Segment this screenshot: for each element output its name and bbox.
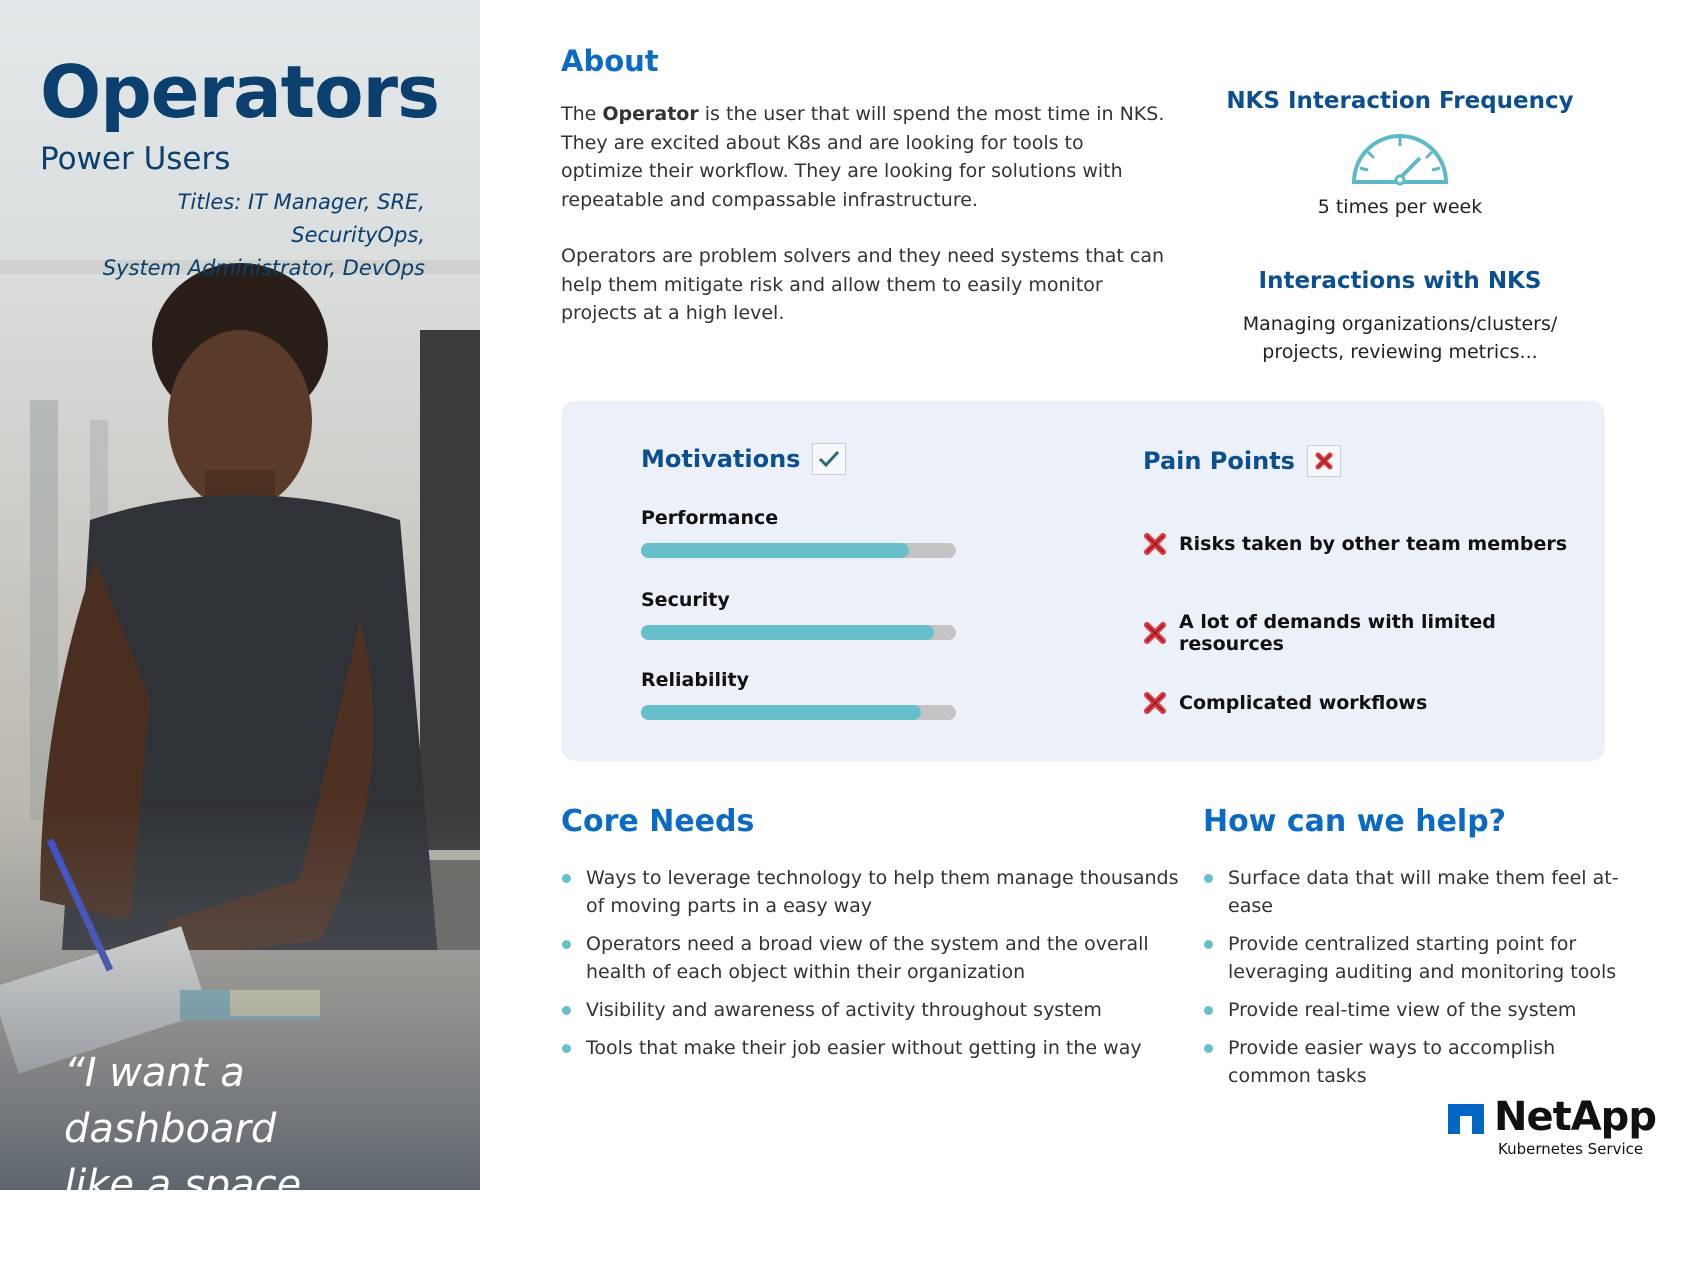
motivations-heading bbox=[641, 443, 846, 475]
about-paragraph-2: Operators are problem solvers and they need systems that can help them mitigate risk and allow them to easily monitor projects at a high level. bbox=[561, 245, 1165, 324]
netapp-logo-icon bbox=[1448, 1104, 1484, 1134]
motivation-item bbox=[641, 507, 956, 558]
about-text bbox=[561, 100, 1171, 356]
motivations-pain-panel bbox=[561, 401, 1605, 761]
pain-point-item bbox=[1143, 611, 1605, 655]
list-item: Provide centralized starting point for leveraging auditing and monitoring tools bbox=[1203, 930, 1643, 986]
persona-job-titles-line2: System Administrator, DevOps bbox=[102, 256, 425, 280]
persona-photo bbox=[0, 0, 480, 1190]
motivation-bar-fill bbox=[641, 543, 909, 558]
about-p1-post: is the user that will spend the most time in NKS. They are excited about K8s and are looking for tools to optimize their workflow. They are looking for solutions with repeatable and compassable infrastructure. bbox=[561, 103, 1165, 211]
persona-job-titles-line1: Titles: IT Manager, SRE, SecurityOps, bbox=[177, 190, 425, 247]
interactions-value-line1: Managing organizations/clusters/ bbox=[1242, 313, 1558, 335]
gauge-icon bbox=[1348, 130, 1452, 188]
about-p1-pre: The bbox=[561, 103, 603, 125]
core-needs-list bbox=[561, 864, 1181, 1072]
pain-point-label: A lot of demands with limited resources bbox=[1179, 611, 1496, 655]
persona-quote bbox=[64, 1045, 464, 1269]
pain-point-label: Risks taken by other team members bbox=[1179, 533, 1568, 555]
persona-job-titles bbox=[40, 186, 425, 285]
list-item: Ways to leverage technology to help them manage thousands of moving parts in a easy way bbox=[561, 864, 1181, 920]
persona-quote-line2: like a space shuttle!” bbox=[64, 1162, 302, 1264]
persona-title: Operators bbox=[40, 50, 439, 134]
motivation-item bbox=[641, 669, 956, 720]
pain-point-item bbox=[1143, 532, 1567, 556]
about-paragraph-1 bbox=[561, 100, 1171, 214]
motivation-label: Security bbox=[641, 589, 730, 611]
x-icon bbox=[1307, 445, 1341, 477]
pain-point-label: Complicated workflows bbox=[1179, 692, 1428, 714]
motivations-heading-label: Motivations bbox=[641, 445, 801, 473]
x-icon bbox=[1143, 691, 1167, 715]
persona-quote-line1: “I want a dashboard bbox=[64, 1050, 277, 1152]
persona-photo-panel bbox=[0, 0, 480, 1264]
x-icon bbox=[1143, 532, 1167, 556]
list-item: Provide real-time view of the system bbox=[1203, 996, 1643, 1024]
pain-points-heading bbox=[1143, 445, 1341, 477]
list-item: Tools that make their job easier without getting in the way bbox=[561, 1034, 1181, 1062]
list-item: Operators need a broad view of the system and the overall health of each object within their organization bbox=[561, 930, 1181, 986]
x-icon bbox=[1143, 621, 1167, 645]
motivation-item bbox=[641, 589, 956, 640]
interactions-value-line2: projects, reviewing metrics... bbox=[1262, 341, 1538, 363]
motivation-label: Performance bbox=[641, 507, 779, 529]
motivation-bar-fill bbox=[641, 625, 934, 640]
list-item: Provide easier ways to accomplish common tasks bbox=[1203, 1034, 1643, 1090]
help-heading: How can we help? bbox=[1203, 804, 1507, 839]
motivation-bar-track bbox=[641, 625, 956, 640]
pain-points-heading-label: Pain Points bbox=[1143, 447, 1295, 475]
frequency-block bbox=[1190, 88, 1610, 218]
motivation-label: Reliability bbox=[641, 669, 749, 691]
motivation-bar-track bbox=[641, 705, 956, 720]
frequency-heading: NKS Interaction Frequency bbox=[1226, 88, 1574, 114]
pain-point-item bbox=[1143, 691, 1427, 715]
interactions-value bbox=[1190, 310, 1610, 366]
about-p1-bold: Operator bbox=[602, 103, 699, 125]
netapp-logo bbox=[1448, 1094, 1656, 1160]
list-item: Visibility and awareness of activity throughout system bbox=[561, 996, 1181, 1024]
persona-subtitle: Power Users bbox=[40, 141, 231, 177]
frequency-value: 5 times per week bbox=[1317, 196, 1483, 218]
checkmark-icon bbox=[812, 443, 846, 475]
brand-product: Kubernetes Service bbox=[1498, 1140, 1644, 1158]
motivation-bar-track bbox=[641, 543, 956, 558]
help-list bbox=[1203, 864, 1643, 1100]
about-heading: About bbox=[561, 44, 659, 78]
brand-name: NetApp bbox=[1494, 1094, 1656, 1140]
list-item: Surface data that will make them feel at-ease bbox=[1203, 864, 1643, 920]
interactions-heading: Interactions with NKS bbox=[1258, 268, 1542, 294]
motivation-bar-fill bbox=[641, 705, 921, 720]
core-needs-heading: Core Needs bbox=[561, 804, 755, 839]
